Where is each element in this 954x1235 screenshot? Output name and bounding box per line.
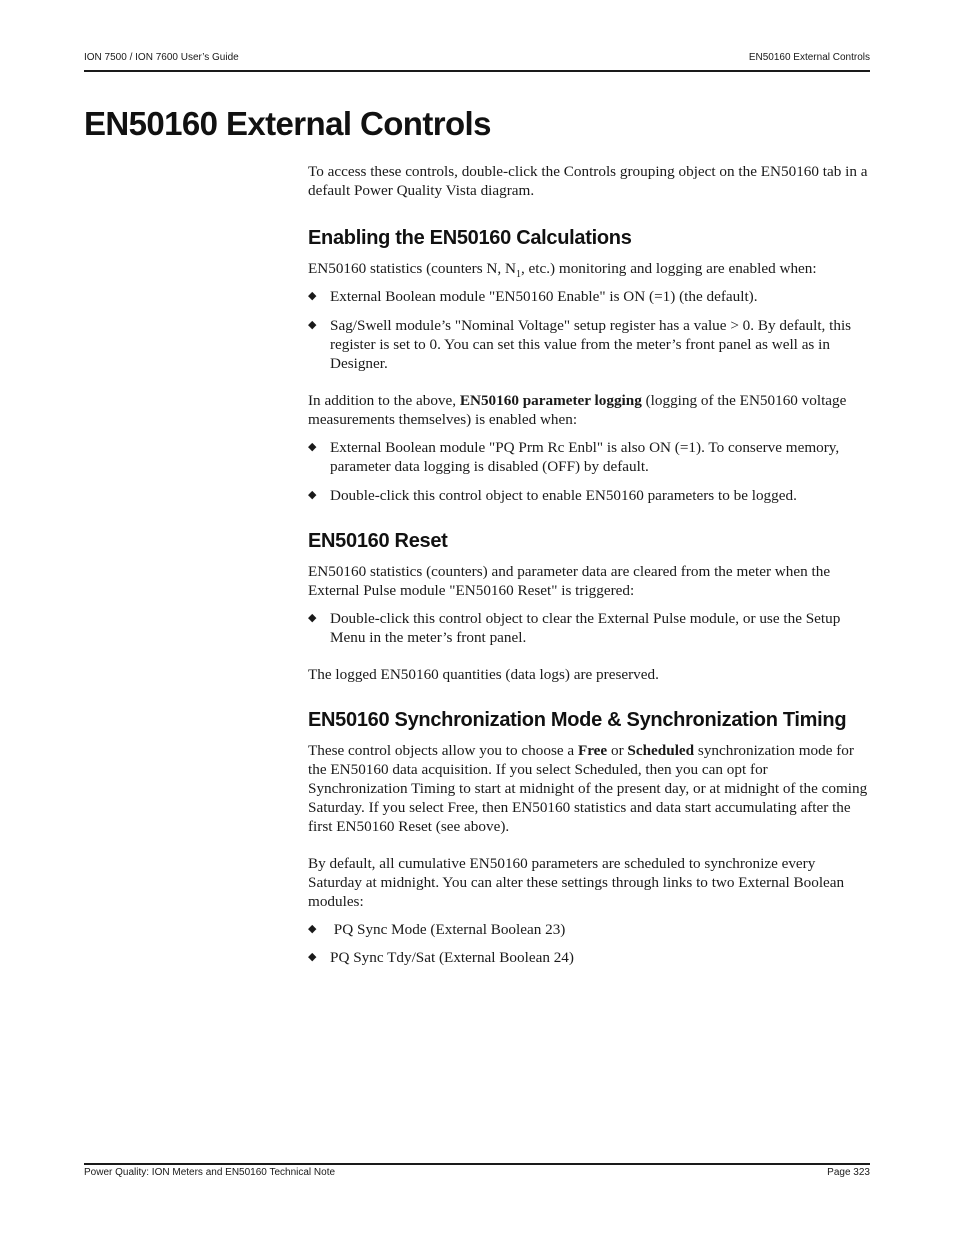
header-guide-title: ION 7500 / ION 7600 User’s Guide (84, 52, 239, 63)
bullet-text: External Boolean module "EN50160 Enable" is ON (=1) (the default). (330, 288, 758, 305)
section-heading-reset: EN50160 Reset (308, 530, 448, 552)
running-header (84, 52, 870, 68)
reset-note-paragraph: The logged EN50160 quantities (data logs) are preserved. (308, 666, 659, 683)
sync-text-b: synchronization mode for the EN50160 data acquisition. If you select Scheduled, then you can opt for Synchronization Timing to start at midnight of the present day, or at midnight of the coming Saturday. If you select Free, then EN50160 statistics and data start accumulating after the first EN50160 Reset (see above). (308, 742, 868, 835)
enabling-text-b: , etc.) monitoring and logging are enabled when: (520, 260, 817, 277)
running-footer (84, 1167, 870, 1183)
diamond-bullet-icon: ◆ (308, 319, 317, 331)
diamond-bullet-icon: ◆ (308, 489, 317, 501)
sync-bullet-list (308, 920, 870, 967)
footer-document-title: Power Quality: ION Meters and EN50160 Technical Note (84, 1167, 336, 1178)
list-item (308, 287, 870, 306)
section-heading-enabling: Enabling the EN50160 Calculations (308, 227, 632, 249)
list-item (308, 609, 870, 647)
sync-text-a: These control objects allow you to choose a (308, 742, 578, 759)
logging-bullet-list (308, 438, 870, 505)
list-item (308, 486, 870, 505)
list-item (308, 316, 870, 373)
bullet-text: PQ Sync Tdy/Sat (External Boolean 24) (330, 949, 574, 966)
sync-text-or: or (607, 742, 628, 759)
sync-paragraph (308, 741, 870, 836)
section-heading-synchronization: EN50160 Synchronization Mode & Synchronization Timing (308, 709, 847, 731)
diamond-bullet-icon: ◆ (308, 612, 317, 624)
bullet-text: Sag/Swell module’s "Nominal Voltage" setup register has a value > 0. By default, this register is set to 0. You can set this value from the meter’s front panel as well as in Designer. (330, 317, 852, 372)
diamond-bullet-icon: ◆ (308, 951, 317, 963)
reset-paragraph: EN50160 statistics (counters) and parameter data are cleared from the meter when the External Pulse module "EN50160 Reset" is triggered: (308, 563, 831, 599)
bullet-text: PQ Sync Mode (External Boolean 23) (330, 921, 566, 938)
diamond-bullet-icon: ◆ (308, 290, 317, 302)
logging-text-b: (logging of the EN50160 voltage measurements themselves) is enabled when: (308, 392, 847, 428)
intro-paragraph: To access these controls, double-click the Controls grouping object on the EN50160 tab in a default Power Quality Vista diagram. (308, 163, 868, 199)
list-item (308, 948, 870, 967)
enabling-bullet-list (308, 287, 870, 373)
diamond-bullet-icon: ◆ (308, 441, 317, 453)
diamond-bullet-icon: ◆ (308, 923, 317, 935)
header-rule (84, 70, 870, 72)
sync-bold-scheduled: Scheduled (627, 742, 695, 759)
page-title: EN50160 External Controls (84, 105, 491, 142)
enabling-text-a: EN50160 statistics (counters N, N (308, 260, 516, 277)
list-item (308, 920, 870, 939)
bullet-text: External Boolean module "PQ Prm Rc Enbl" is also ON (=1). To conserve memory, parameter data logging is disabled (OFF) by default. (330, 439, 840, 475)
list-item (308, 438, 870, 476)
main-content (308, 162, 870, 967)
subscript-1: 1 (515, 269, 521, 281)
bullet-text: Double-click this control object to enable EN50160 parameters to be logged. (330, 487, 797, 504)
enabling-paragraph (308, 259, 870, 281)
sync-bold-free: Free (577, 742, 608, 759)
logging-bold-term: EN50160 parameter logging (459, 392, 642, 409)
header-section-title: EN50160 External Controls (748, 52, 870, 63)
reset-bullet-list (308, 609, 870, 647)
parameter-logging-paragraph (308, 391, 870, 429)
bullet-text: Double-click this control object to clear the External Pulse module, or use the Setup Menu in the meter’s front panel. (330, 610, 841, 646)
logging-text-a: In addition to the above, (308, 392, 460, 409)
footer-rule (84, 1163, 870, 1165)
page-number: Page 323 (827, 1167, 870, 1178)
sync-default-paragraph: By default, all cumulative EN50160 parameters are scheduled to synchronize every Saturday at midnight. You can alter these settings through links to two External Boolean modules: (308, 855, 845, 910)
